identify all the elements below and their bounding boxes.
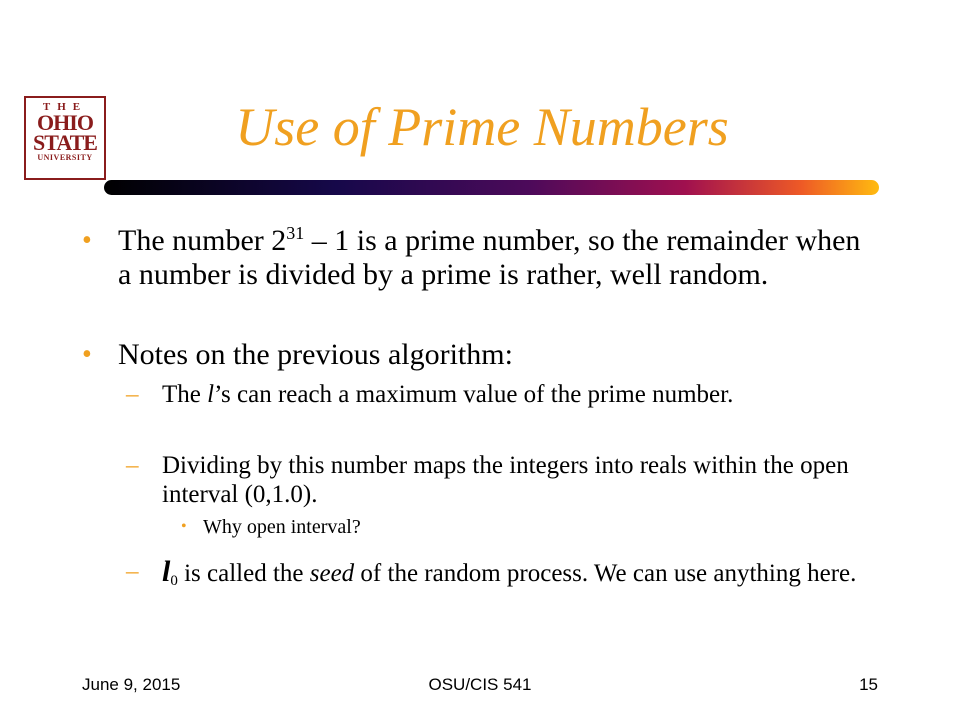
- sub3-text-start: is called the: [177, 560, 310, 587]
- logo-line-the: THE: [42, 101, 88, 113]
- logo-line-university: UNIVERSITY: [37, 153, 93, 162]
- logo-line-state: STATE: [33, 130, 97, 155]
- sub1-text-start: The: [162, 381, 208, 408]
- sub3-text-end: of the random process. We can use anything here.: [354, 560, 857, 587]
- dash-icon: –: [126, 452, 139, 479]
- slide-title: [0, 96, 960, 158]
- logo-line-ohio: OHIO: [37, 110, 93, 135]
- bullet1-exponent: 31: [286, 223, 305, 244]
- footer-course: OSU/CIS 541: [428, 675, 532, 694]
- slide-title-text: Use of Prime Numbers: [235, 97, 729, 157]
- sub3-subscript: 0: [170, 572, 178, 589]
- sub-bullet-dividing: [126, 451, 882, 509]
- bullet-prime-number: [82, 223, 878, 292]
- bullet-dot-icon: •: [181, 518, 187, 535]
- dash-icon: –: [126, 558, 139, 585]
- bullet1-text-end: – 1 is a prime number, so the remainder when a number is divided by a prime is rather, well random.: [118, 224, 861, 291]
- bullet2-text: Notes on the previous algorithm:: [118, 338, 513, 371]
- sub-bullet-max-value: [126, 380, 882, 409]
- bullet-dot-icon: •: [82, 339, 92, 370]
- sub1-text-end: ’s can reach a maximum value of the prime number.: [214, 381, 734, 408]
- sub2-text: Dividing by this number maps the integers into reals within the open interval (0,1.0).: [162, 452, 849, 508]
- sub-sub-bullet-open-interval: [181, 515, 361, 539]
- footer-page-number: 15: [859, 675, 878, 694]
- sub3-symbol-l: l: [162, 555, 171, 588]
- bullet-notes: [82, 338, 878, 372]
- sub-bullet-seed: [126, 555, 882, 590]
- subsub1-text: Why open interval?: [203, 516, 361, 538]
- bullet1-text-start: The number 2: [118, 224, 287, 257]
- title-divider-bar: [104, 180, 879, 195]
- dash-icon: –: [126, 381, 139, 408]
- bullet-dot-icon: •: [82, 225, 92, 256]
- footer-date: June 9, 2015: [82, 675, 181, 694]
- sub1-italic-l: l: [207, 381, 215, 408]
- sub3-italic-seed: seed: [309, 560, 355, 587]
